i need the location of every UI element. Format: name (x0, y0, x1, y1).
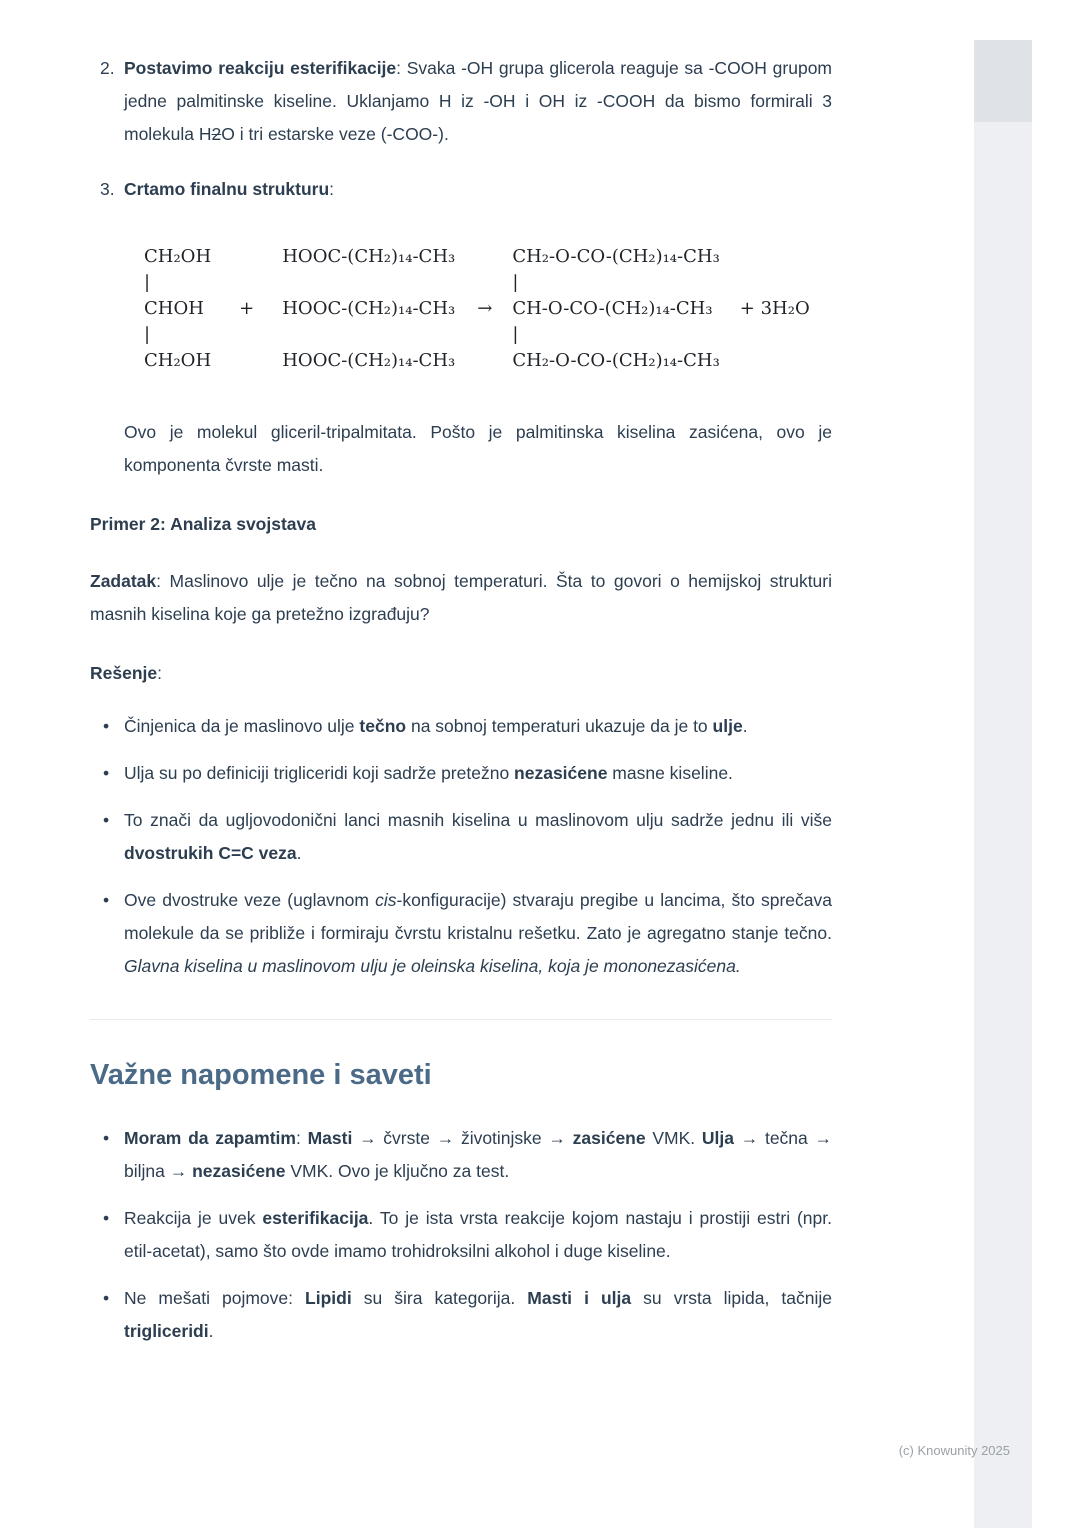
scrollbar-track[interactable] (974, 40, 1032, 1528)
reaction-arrow: → (477, 298, 493, 319)
palmitic-acid-structures (282, 244, 455, 374)
formula-line: CH₂OH (144, 246, 212, 267)
bullet-icon: • (103, 1208, 110, 1228)
water-byproduct: + 3H₂O (739, 298, 810, 319)
list-item-text: Ne mešati pojmove: Lipidi su šira kategorija. Masti i ulja su vrsta lipida, tačnije trigliceridi. (124, 1288, 832, 1341)
solution-bullet-list (90, 710, 832, 983)
spacer-line (282, 322, 455, 348)
example-heading: Primer 2: Analiza svojstava (90, 514, 316, 534)
formula-line: CH₂OH (144, 350, 212, 371)
list-item (90, 1122, 832, 1188)
chemical-equation (144, 244, 832, 374)
bullet-icon: • (103, 763, 110, 783)
list-item (90, 757, 832, 790)
bullet-icon: • (103, 1128, 110, 1148)
ordered-list-item-3 (90, 173, 832, 508)
spacer-line (282, 270, 455, 296)
bond-line: | (144, 324, 151, 345)
ordered-list-item-2 (90, 52, 832, 151)
list-item-text: Ulja su po definiciji trigliceridi koji sadrže pretežno nezasićene masne kiseline. (124, 763, 733, 783)
copyright-notice: (c) Knowunity 2025 (898, 1443, 1010, 1458)
solution-label: Rešenje: (90, 663, 162, 683)
list-item-text: Reakcija je uvek esterifikacija. To je ista vrsta reakcije kojom nastaju i prostiji estri (npr. etil-acetat), samo što ovde imamo trohidroksilni alkohol i duge kiseline. (124, 1208, 832, 1261)
list-item (90, 1202, 832, 1268)
list-item-text: To znači da ugljovodonični lanci masnih kiselina u maslinovom ulju sadrže jednu ili više dvostrukih C=C veza. (124, 810, 832, 863)
bond-line: | (144, 272, 151, 293)
bullet-icon: • (103, 890, 110, 910)
bond-line: | (512, 324, 519, 345)
scrollbar-thumb[interactable] (974, 40, 1032, 122)
bond-line: | (512, 272, 519, 293)
bullet-icon: • (103, 810, 110, 830)
formula-line: HOOC-(CH₂)₁₄-CH₃ (282, 246, 456, 267)
formula-line: CH-O-CO-(CH₂)₁₄-CH₃ (512, 298, 713, 319)
bullet-icon: • (103, 716, 110, 736)
section-divider (90, 1019, 832, 1020)
list-item-text: Postavimo reakciju esterifikacije: Svaka -OH grupa glicerola reaguje sa -COOH grupom jedne palmitinske kiseline. Uklanjamo H iz -OH i OH iz -COOH da bismo formirali 3 molekula H2O i tri estarske veze (-COO-). (124, 58, 832, 144)
bullet-icon: • (103, 1288, 110, 1308)
formula-line: CHOH (144, 298, 204, 319)
formula-line: CH₂-O-CO-(CH₂)₁₄-CH₃ (512, 246, 720, 267)
list-item-text: Ove dvostruke veze (uglavnom cis-konfiguracije) stvaraju pregibe u lancima, što sprečava molekule da se približe i formiraju čvrstu kristalnu rešetku. Zato je agregatno stanje tečno. Glavna kiselina u maslinovom ulju je oleinska kiselina, koja je mononezasićena. (124, 890, 832, 976)
list-item (90, 1282, 832, 1348)
formula-line: HOOC-(CH₂)₁₄-CH₃ (282, 298, 456, 319)
triglyceride-product-structure (512, 244, 719, 374)
list-item-body (124, 173, 832, 508)
task-paragraph: Zadatak: Maslinovo ulje je tečno na sobnoj temperaturi. Šta to govori o hemijskoj strukturi masnih kiselina koje ga pretežno izgrađuju? (90, 571, 832, 624)
plus-operator: + (239, 298, 255, 319)
list-item (90, 710, 832, 743)
list-item-text: Moram da zapamtim: Masti → čvrste → životinjske → zasićene VMK. Ulja → tečna → biljna → nezasićene VMK. Ovo je ključno za test. (124, 1128, 832, 1181)
notes-section-heading: Važne napomene i saveti (90, 1059, 432, 1091)
document-content (90, 52, 832, 1362)
formula-line: CH₂-O-CO-(CH₂)₁₄-CH₃ (512, 350, 720, 371)
formula-line: HOOC-(CH₂)₁₄-CH₃ (282, 350, 456, 371)
list-item (90, 884, 832, 983)
glycerol-structure (144, 244, 211, 374)
list-item-text: Činjenica da je maslinovo ulje tečno na sobnoj temperaturi ukazuje da je to ulje. (124, 716, 748, 736)
list-item-text: Crtamo finalnu strukturu: (124, 179, 335, 199)
list-number: 2. (100, 58, 115, 78)
list-item (90, 804, 832, 870)
notes-bullet-list (90, 1122, 832, 1348)
diagram-caption: Ovo je molekul gliceril-tripalmitata. Pošto je palmitinska kiselina zasićena, ovo je komponenta čvrste masti. (124, 422, 832, 475)
list-number: 3. (100, 179, 115, 199)
